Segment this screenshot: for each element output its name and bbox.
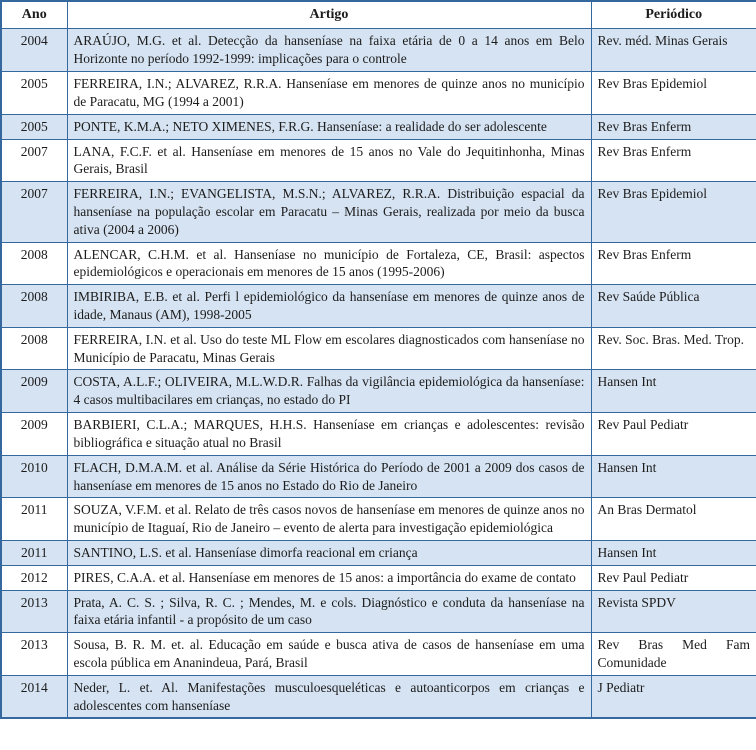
article-cell: FERREIRA, I.N. et al. Uso do teste ML Flow em escolares diagnosticados com hanseníase no Município de Paracatu, Minas Gerais [67, 327, 591, 370]
table-row [1, 72, 756, 115]
journal-cell: J Pediatr [591, 675, 756, 718]
table-row [1, 242, 756, 285]
table-row [1, 327, 756, 370]
article-cell: LANA, F.C.F. et al. Hanseníase em menores de 15 anos no Vale do Jequitinhonha, Minas Gerais, Brasil [67, 139, 591, 182]
year-cell: 2011 [1, 540, 67, 565]
article-cell: Sousa, B. R. M. et. al. Educação em saúde e busca ativa de casos de hanseníase em uma escola pública em Ananindeua, Pará, Brasil [67, 633, 591, 676]
article-cell: FERREIRA, I.N.; ALVAREZ, R.R.A. Hanseníase em menores de quinze anos no município de Paracatu, MG (1994 a 2001) [67, 72, 591, 115]
table-row [1, 29, 756, 72]
journal-cell: Revista SPDV [591, 590, 756, 633]
year-cell: 2005 [1, 72, 67, 115]
year-cell: 2013 [1, 633, 67, 676]
article-cell: Prata, A. C. S. ; Silva, R. C. ; Mendes, M. e cols. Diagnóstico e conduta da hanseníase na faixa etária infantil - a propósito de um caso [67, 590, 591, 633]
article-cell: FERREIRA, I.N.; EVANGELISTA, M.S.N.; ALVAREZ, R.R.A. Distribuição espacial da hanseníase na população escolar em Paracatu – Minas Gerais, realizada por meio da busca ativa (2004 a 2006) [67, 182, 591, 242]
table-row [1, 540, 756, 565]
year-cell: 2011 [1, 498, 67, 541]
year-cell: 2008 [1, 285, 67, 328]
journal-cell: Rev Paul Pediatr [591, 413, 756, 456]
year-cell: 2009 [1, 370, 67, 413]
journal-cell: Rev Bras Enferm [591, 139, 756, 182]
article-cell: FLACH, D.M.A.M. et al. Análise da Série Histórica do Período de 2001 a 2009 dos casos de hanseníase em menores de 15 anos no Estado do Rio de Janeiro [67, 455, 591, 498]
table-row [1, 413, 756, 456]
journal-cell: Rev Bras Epidemiol [591, 182, 756, 242]
journal-cell: Hansen Int [591, 540, 756, 565]
journal-cell: An Bras Dermatol [591, 498, 756, 541]
journal-cell: Rev Bras Enferm [591, 114, 756, 139]
journal-cell: Rev Paul Pediatr [591, 565, 756, 590]
journal-cell: Rev Bras Enferm [591, 242, 756, 285]
year-cell: 2009 [1, 413, 67, 456]
year-cell: 2014 [1, 675, 67, 718]
column-header-artigo: Artigo [67, 1, 591, 29]
article-cell: IMBIRIBA, E.B. et al. Perfi l epidemiológico da hanseníase em menores de quinze anos de idade, Manaus (AM), 1998-2005 [67, 285, 591, 328]
table-body [1, 29, 756, 719]
table-row [1, 114, 756, 139]
year-cell: 2010 [1, 455, 67, 498]
journal-cell: Hansen Int [591, 370, 756, 413]
article-cell: ARAÚJO, M.G. et al. Detecção da hanseníase na faixa etária de 0 a 14 anos em Belo Horizonte no período 1992-1999: implicações para o controle [67, 29, 591, 72]
journal-cell: Rev Bras Epidemiol [591, 72, 756, 115]
table-row [1, 565, 756, 590]
header-row [1, 1, 756, 29]
year-cell: 2007 [1, 182, 67, 242]
article-cell: SANTINO, L.S. et al. Hanseníase dimorfa reacional em criança [67, 540, 591, 565]
journal-cell: Rev. méd. Minas Gerais [591, 29, 756, 72]
year-cell: 2012 [1, 565, 67, 590]
year-cell: 2013 [1, 590, 67, 633]
table-row [1, 370, 756, 413]
article-cell: Neder, L. et. Al. Manifestações musculoesqueléticas e autoanticorpos em crianças e adolescentes com hanseníase [67, 675, 591, 718]
year-cell: 2008 [1, 242, 67, 285]
article-cell: BARBIERI, C.L.A.; MARQUES, H.H.S. Hanseníase em crianças e adolescentes: revisão bibliográfica e situação atual no Brasil [67, 413, 591, 456]
journal-cell: Hansen Int [591, 455, 756, 498]
column-header-periodico: Periódico [591, 1, 756, 29]
year-cell: 2005 [1, 114, 67, 139]
article-cell: PONTE, K.M.A.; NETO XIMENES, F.R.G. Hanseníase: a realidade do ser adolescente [67, 114, 591, 139]
article-cell: ALENCAR, C.H.M. et al. Hanseníase no município de Fortaleza, CE, Brasil: aspectos epidemiológicos e operacionais em menores de 15 anos (1995-2006) [67, 242, 591, 285]
journal-cell: Rev Saúde Pública [591, 285, 756, 328]
journal-cell: Rev. Soc. Bras. Med. Trop. [591, 327, 756, 370]
article-cell: COSTA, A.L.F.; OLIVEIRA, M.L.W.D.R. Falhas da vigilância epidemiológica da hanseníase: 4 casos multibacilares em crianças, no estado do PI [67, 370, 591, 413]
table-row [1, 455, 756, 498]
year-cell: 2008 [1, 327, 67, 370]
article-cell: PIRES, C.A.A. et al. Hanseníase em menores de 15 anos: a importância do exame de contato [67, 565, 591, 590]
column-header-ano: Ano [1, 1, 67, 29]
table-row [1, 285, 756, 328]
table-row [1, 498, 756, 541]
table-row [1, 590, 756, 633]
journal-cell: Rev Bras Med Fam Comunidade [591, 633, 756, 676]
year-cell: 2007 [1, 139, 67, 182]
table-row [1, 675, 756, 718]
table-row [1, 139, 756, 182]
table-row [1, 182, 756, 242]
article-cell: SOUZA, V.F.M. et al. Relato de três casos novos de hanseníase em menores de quinze anos no município de Itaguaí, Rio de Janeiro – evento de alerta para investigação epidemiológica [67, 498, 591, 541]
year-cell: 2004 [1, 29, 67, 72]
table-row [1, 633, 756, 676]
